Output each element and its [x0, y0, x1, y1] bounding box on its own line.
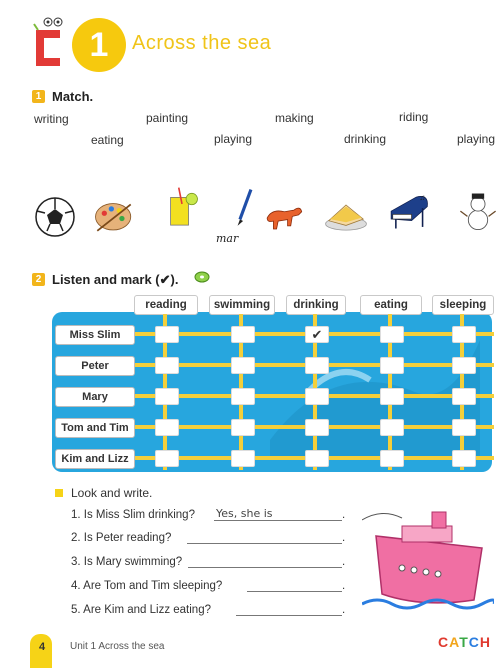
word-riding: riding — [399, 110, 429, 124]
word-making: making — [275, 111, 314, 125]
mark-cell-peter-reading[interactable] — [155, 357, 179, 374]
section-2-title: Listen and mark (✔). — [52, 272, 179, 287]
mark-cell-tom-and-tim-sleeping[interactable] — [452, 419, 476, 436]
word-eating: eating — [91, 133, 124, 147]
paint-palette-icon — [92, 193, 136, 237]
word-painting: painting — [146, 111, 189, 125]
mark-cell-peter-sleeping[interactable] — [452, 357, 476, 374]
mark-cell-miss-slim-swimming[interactable] — [231, 326, 255, 343]
sandwich-icon — [324, 194, 368, 238]
mark-cell-mary-swimming[interactable] — [231, 388, 255, 405]
mark-cell-miss-slim-drinking[interactable]: ✔ — [305, 326, 329, 343]
look-write-title: Look and write. — [71, 486, 153, 500]
mark-cell-miss-slim-eating[interactable] — [380, 326, 404, 343]
row-label-peter: Peter — [55, 356, 135, 376]
mark-cell-tom-and-tim-reading[interactable] — [155, 419, 179, 436]
mark-cell-tom-and-tim-drinking[interactable] — [305, 419, 329, 436]
mark-cell-kim-and-lizz-sleeping[interactable] — [452, 450, 476, 467]
word-writing: writing — [34, 112, 69, 126]
answer-1: Yes, she is — [216, 507, 273, 520]
column-header-eating: eating — [360, 295, 422, 315]
period-5: . — [342, 604, 346, 616]
mark-cell-kim-and-lizz-reading[interactable] — [155, 450, 179, 467]
juice-glass-icon — [160, 186, 204, 230]
pen-writing-icon — [214, 188, 258, 232]
mark-cell-miss-slim-sleeping[interactable] — [452, 326, 476, 343]
section-1-title: Match. — [52, 89, 94, 104]
row-label-tom-and-tim: Tom and Tim — [55, 418, 135, 438]
mark-cell-mary-eating[interactable] — [380, 388, 404, 405]
catch-logo-text: CATCH — [438, 634, 492, 650]
period-3: . — [342, 556, 346, 568]
mark-cell-mary-sleeping[interactable] — [452, 388, 476, 405]
page-number: 4 — [39, 641, 46, 653]
snowman-icon — [456, 190, 500, 234]
question-4: 4. Are Tom and Tim sleeping? — [71, 580, 223, 592]
pen-written-word: mar — [216, 232, 239, 245]
unit-title: Across the sea — [132, 32, 272, 54]
svg-text:♫: ♫ — [419, 193, 426, 203]
period-2: . — [342, 532, 346, 544]
word-playing: playing — [214, 132, 253, 146]
piano-icon — [388, 190, 432, 234]
mark-cell-kim-and-lizz-swimming[interactable] — [231, 450, 255, 467]
footer-unit-text: Unit 1 Across the sea — [70, 641, 165, 652]
answer-field-5[interactable] — [236, 602, 342, 616]
mark-cell-mary-drinking[interactable] — [305, 388, 329, 405]
horse-icon — [264, 196, 308, 240]
mark-cell-miss-slim-reading[interactable] — [155, 326, 179, 343]
answer-field-3[interactable] — [188, 554, 342, 568]
row-label-kim-and-lizz: Kim and Lizz — [55, 449, 135, 469]
cruise-ship-illustration — [362, 508, 494, 612]
word-drinking: drinking — [344, 132, 387, 146]
answer-field-2[interactable] — [187, 530, 342, 544]
mark-cell-tom-and-tim-eating[interactable] — [380, 419, 404, 436]
section-1-number: 1 — [32, 90, 45, 103]
mark-cell-peter-swimming[interactable] — [231, 357, 255, 374]
section-2-number: 2 — [32, 273, 45, 286]
answer-field-4[interactable] — [247, 578, 342, 592]
period-4: . — [342, 580, 346, 592]
unit-logo-icon — [30, 16, 70, 68]
column-header-reading: reading — [134, 295, 198, 315]
unit-number-badge: 1 — [72, 18, 126, 72]
column-header-drinking: drinking — [286, 295, 346, 315]
mark-cell-peter-drinking[interactable] — [305, 357, 329, 374]
question-2: 2. Is Peter reading? — [71, 532, 172, 544]
column-header-sleeping: sleeping — [432, 295, 494, 315]
mark-cell-kim-and-lizz-drinking[interactable] — [305, 450, 329, 467]
row-label-miss-slim: Miss Slim — [55, 325, 135, 345]
mark-cell-mary-reading[interactable] — [155, 388, 179, 405]
mark-cell-tom-and-tim-swimming[interactable] — [231, 419, 255, 436]
catch-logo — [438, 634, 491, 650]
word-playing-2: playing — [457, 132, 496, 146]
bullet-square — [55, 489, 63, 497]
row-label-mary: Mary — [55, 387, 135, 407]
question-3: 3. Is Mary swimming? — [71, 556, 183, 568]
question-5: 5. Are Kim and Lizz eating? — [71, 604, 211, 616]
football-icon — [33, 195, 77, 239]
question-1: 1. Is Miss Slim drinking? — [71, 509, 195, 521]
column-header-swimming: swimming — [209, 295, 275, 315]
cd-audio-icon — [194, 268, 212, 284]
mark-cell-kim-and-lizz-eating[interactable] — [380, 450, 404, 467]
mark-cell-peter-eating[interactable] — [380, 357, 404, 374]
period-1: . — [342, 509, 346, 521]
